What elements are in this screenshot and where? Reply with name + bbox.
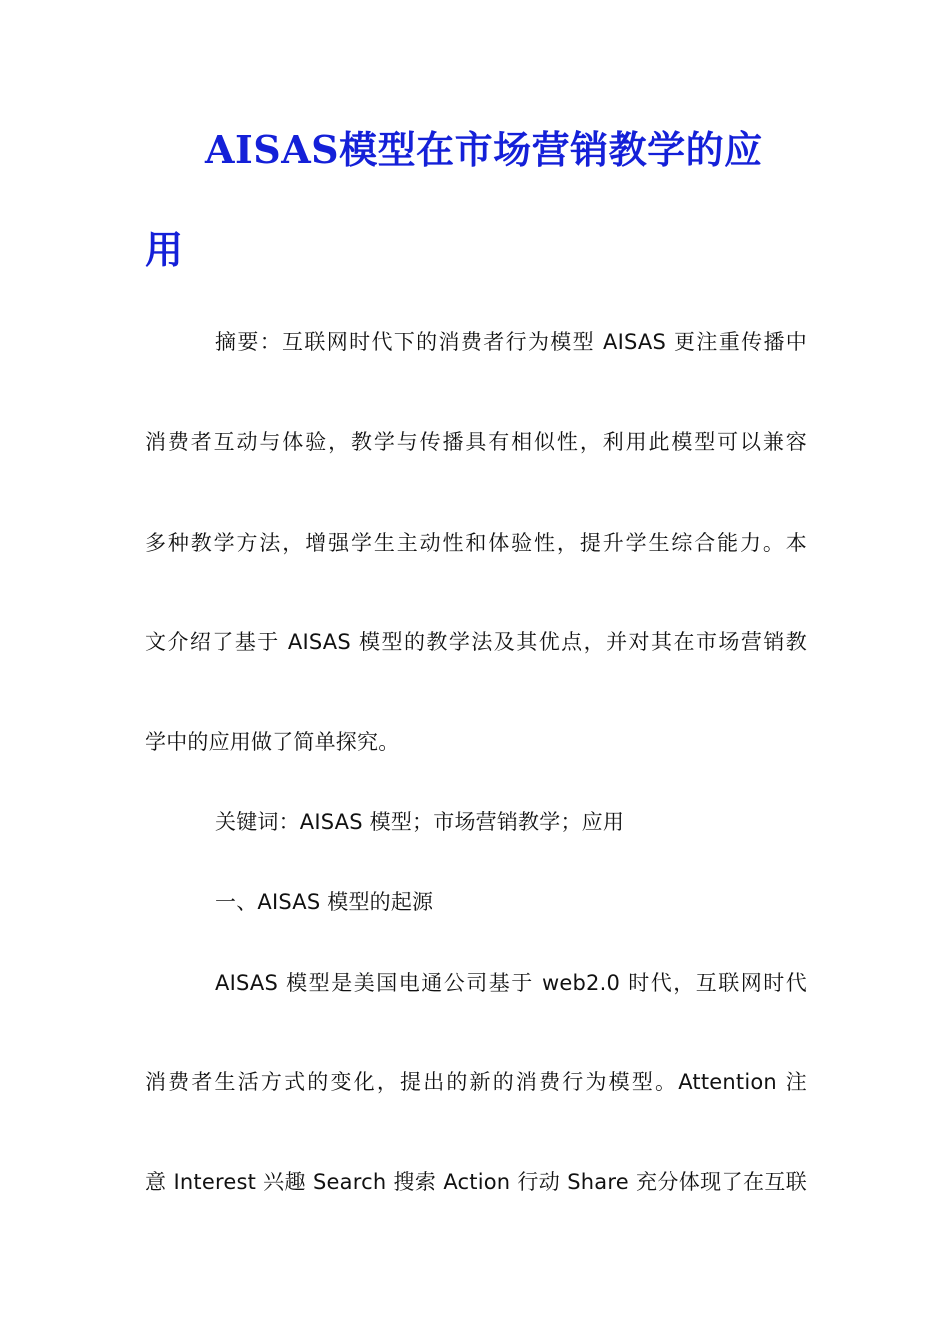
abstract-line-3: 多种教学方法，增强学生主动性和体验性，提升学生综合能力。本 [145,531,807,555]
abstract-line-5: 学中的应用做了简单探究。 [145,730,400,754]
keywords-line: 关键词：AISAS 模型；市场营销教学；应用 [215,810,625,834]
paragraph-line-3: 意 Interest 兴趣 Search 搜索 Action 行动 Share 充分体现了在互联 [145,1170,807,1194]
abstract-line-4: 文介绍了基于 AISAS 模型的教学法及其优点，并对其在市场营销教 [145,630,807,654]
document-title-line-1: AISAS模型在市场营销教学的应 [205,127,763,172]
document-title-line-2: 用 [145,227,184,272]
section-heading: 一、AISAS 模型的起源 [215,890,434,914]
abstract-line-1: 摘要：互联网时代下的消费者行为模型 AISAS 更注重传播中 [215,330,807,354]
paragraph-line-1: AISAS 模型是美国电通公司基于 web2.0 时代，互联网时代 [215,971,807,995]
paragraph-line-2: 消费者生活方式的变化，提出的新的消费行为模型。Attention 注 [145,1070,807,1094]
abstract-line-2: 消费者互动与体验，教学与传播具有相似性，利用此模型可以兼容 [145,430,807,454]
